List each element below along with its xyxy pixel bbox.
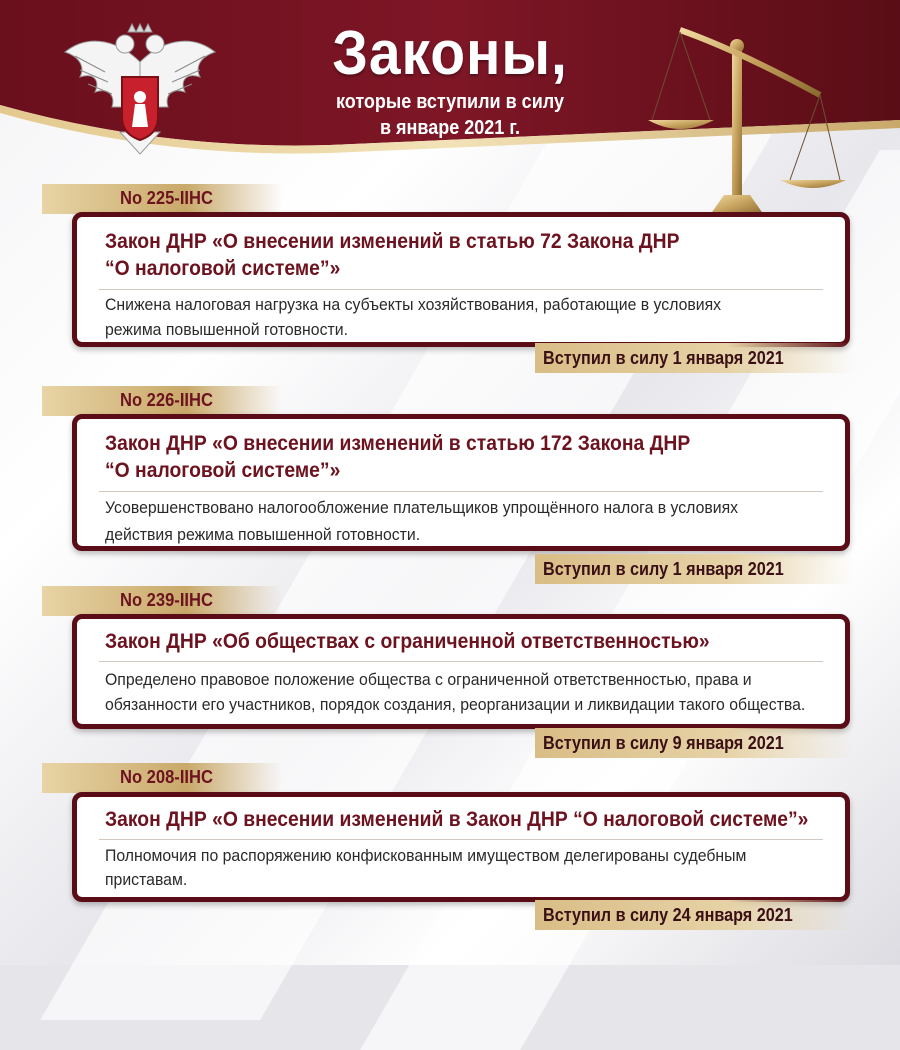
card-divider: [99, 289, 823, 290]
law-description-line1: Усовершенствовано налогообложение плательщиков упрощённого налога в условиях: [105, 498, 739, 517]
law-description-line2: обязанности его участников, порядок создания, реорганизации и ликвидации такого общества.: [105, 695, 806, 714]
effective-date: Вступил в силу 24 января 2021: [543, 905, 793, 925]
law-title-line1: Закон ДНР «О внесении изменений в Закон ДНР “О налоговой системе”»: [105, 808, 809, 831]
law-number: No 208-IIHC: [120, 767, 213, 787]
law-number-badge: [42, 586, 282, 616]
law-title-line1: Закон ДНР «О внесении изменений в статью 172 Закона ДНР: [105, 432, 691, 455]
law-number: No 239-IIHC: [120, 590, 213, 610]
law-card: [72, 614, 850, 729]
effective-date-badge: [535, 900, 855, 930]
effective-date: Вступил в силу 1 января 2021: [543, 559, 784, 579]
law-card: [72, 792, 850, 902]
card-divider: [99, 839, 823, 840]
card-divider: [99, 491, 823, 492]
coat-of-arms-icon: [60, 22, 220, 167]
effective-date: Вступил в силу 1 января 2021: [543, 348, 784, 368]
scales-of-justice-icon: [640, 20, 860, 225]
card-divider: [99, 661, 823, 662]
law-number-badge: [42, 386, 282, 416]
effective-date: Вступил в силу 9 января 2021: [543, 733, 784, 753]
law-number-badge: [42, 763, 282, 793]
law-description-line1: Определено правовое положение общества с ограниченной ответственностью, права и: [105, 670, 752, 689]
law-title-line1: Закон ДНР «О внесении изменений в статью 72 Закона ДНР: [105, 230, 680, 253]
law-number-badge: [42, 184, 282, 214]
law-description-line1: Полномочия по распоряжению конфискованным имуществом делегированы судебным: [105, 846, 747, 865]
page-subtitle-line2: в январе 2021 г.: [379, 117, 521, 139]
law-title-line1: Закон ДНР «Об обществах с ограниченной ответственностью»: [105, 630, 710, 653]
law-title-line2: “О налоговой системе”»: [105, 257, 341, 280]
law-description-line2: действия режима повышенной готовности.: [105, 525, 421, 544]
law-number: No 226-IIHC: [120, 390, 213, 410]
law-number: No 225-IIHC: [120, 188, 213, 208]
law-description-line2: приставам.: [105, 870, 188, 889]
effective-date-badge: [535, 728, 855, 758]
law-description-line1: Снижена налоговая нагрузка на субъекты хозяйствования, работающие в условиях: [105, 295, 722, 314]
effective-date-badge: [535, 554, 855, 584]
law-card: [72, 414, 850, 551]
law-title-line2: “О налоговой системе”»: [105, 459, 341, 482]
law-card: [72, 212, 850, 347]
law-description-line2: режима повышенной готовности.: [105, 320, 348, 339]
page-title: Законы,: [332, 19, 568, 88]
page-subtitle-line1: которые вступили в силу: [336, 91, 564, 113]
effective-date-badge: [535, 343, 855, 373]
